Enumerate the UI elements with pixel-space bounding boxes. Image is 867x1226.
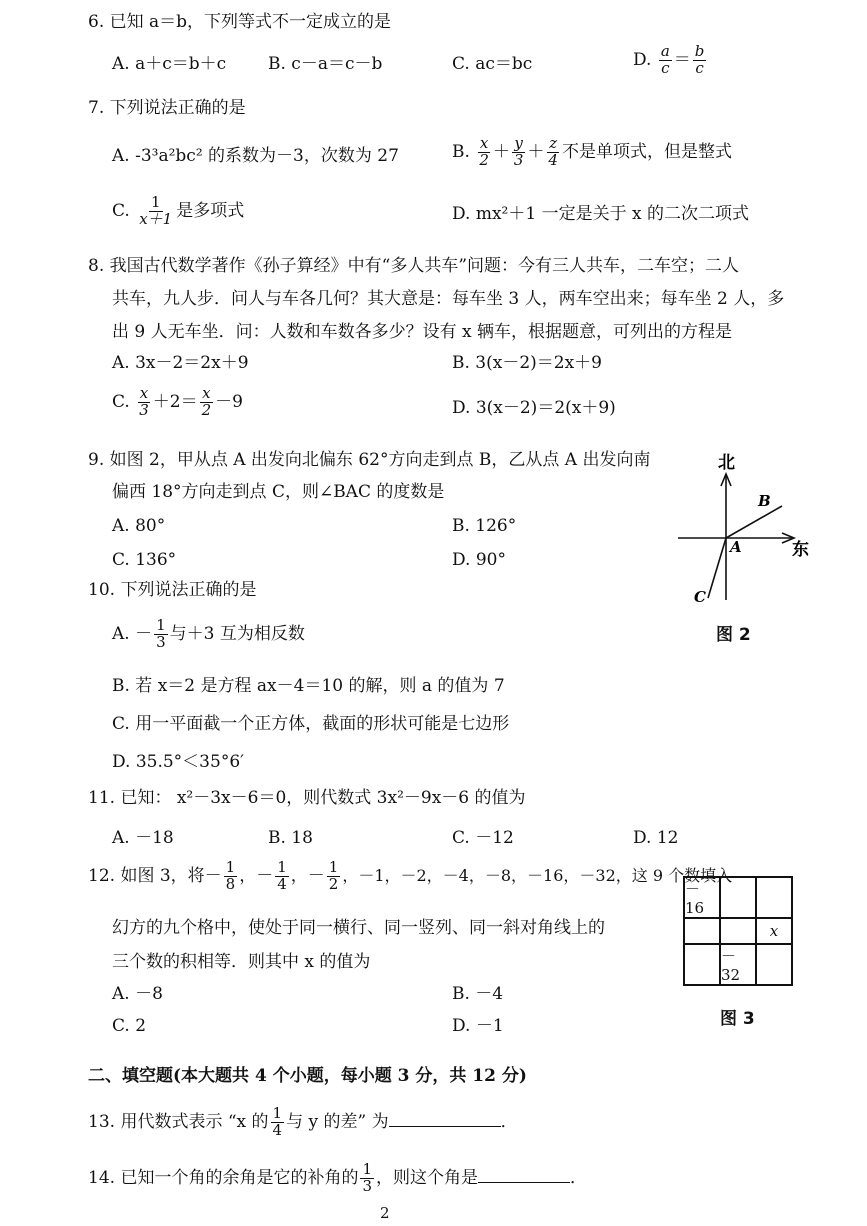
q7-b-f2-num: y xyxy=(514,134,523,152)
q12-sep1: ，－ xyxy=(239,865,274,886)
q6-d-rhs-den: c xyxy=(695,58,704,77)
q10-a-num: 1 xyxy=(156,616,166,634)
point-b-label: B xyxy=(758,492,771,510)
q7-b-f1-num: x xyxy=(479,134,489,152)
q14-end: ． xyxy=(570,1167,587,1188)
north-label: 北 xyxy=(718,453,735,473)
q6-d-rhs-num: b xyxy=(694,42,705,60)
q8-line2: 共车，九人步．问人与车各几何？其大意是：每车坐 3 人，两车空出来；每车坐 2 人，多 xyxy=(112,289,785,309)
q8-line3: 出 9 人无车坐．问：人数和车数各多少？设有 x 辆车，根据题意，可列出的方程是 xyxy=(112,322,733,342)
q8-c-f1-den: 3 xyxy=(139,400,149,419)
q7-b-plus1: ＋ xyxy=(492,141,510,162)
q12-option-b: B. －4 xyxy=(452,984,504,1004)
q9-line1: 9. 如图 2，甲从点 A 出发向北偏东 62°方向走到点 B，乙从点 A 出发向南 xyxy=(88,450,651,470)
q13-post: 与 y 的差” 为 xyxy=(286,1111,389,1132)
q7-c-tail: 是多项式 xyxy=(176,200,245,221)
q11-option-c: C. －12 xyxy=(452,828,514,848)
q8-c-f2-num: x xyxy=(202,384,211,402)
q7-option-b xyxy=(452,136,732,169)
magic-cell: －16 xyxy=(684,877,720,918)
q7-b-frac3 xyxy=(546,136,560,169)
magic-cell xyxy=(720,877,756,918)
q13-end: ． xyxy=(500,1111,518,1132)
q9-option-a: A. 80° xyxy=(112,516,166,536)
q10-a-tail: 与＋3 互为相反数 xyxy=(169,623,305,644)
figure-2-compass xyxy=(670,448,820,608)
q14-answer-blank[interactable] xyxy=(478,1182,570,1183)
q10-a-label: A. xyxy=(112,623,130,644)
q6-option-d xyxy=(633,44,708,77)
q14-pre: 14. 已知一个角的余角是它的补角的 xyxy=(88,1167,359,1188)
q6-d-label: D. xyxy=(633,49,652,70)
q7-c-label: C. xyxy=(112,200,130,221)
q12-option-d: D. －1 xyxy=(452,1016,504,1036)
q9-option-c: C. 136° xyxy=(112,550,177,570)
q12-f3-num: 1 xyxy=(328,858,339,876)
q10-a-den: 3 xyxy=(156,632,166,651)
q13-pre: 13. 用代数式表示 “x 的 xyxy=(88,1111,269,1132)
q7-b-frac2 xyxy=(512,136,526,169)
magic-cell xyxy=(756,944,792,985)
q12-line1-pre: 12. 如图 3，将－ xyxy=(88,865,222,886)
q8-c-tail: －9 xyxy=(215,391,243,412)
section-2-heading: 二、填空题(本大题共 4 个小题，每小题 3 分，共 12 分) xyxy=(88,1066,527,1086)
q6-stem: 6. 已知 a＝b，下列等式不一定成立的是 xyxy=(88,12,392,32)
q10-a-sign: － xyxy=(135,623,153,644)
point-c-label: C xyxy=(694,588,706,606)
q11-stem: 11. 已知： x²－3x－6＝0，则代数式 3x²－9x－6 的值为 xyxy=(88,788,526,808)
q10-option-a xyxy=(112,618,305,651)
q8-line1: 8. 我国古代数学著作《孙子算经》中有“多人共车”问题：今有三人共车，二车空；二人 xyxy=(88,256,740,276)
q12-option-c: C. 2 xyxy=(112,1016,147,1036)
q6-d-rhs xyxy=(693,44,707,77)
q12-f1-den: 8 xyxy=(225,874,236,893)
magic-cell xyxy=(720,918,756,944)
q13-answer-blank[interactable] xyxy=(389,1126,501,1127)
q8-c-frac1 xyxy=(137,386,151,419)
q7-b-f3-num: z xyxy=(549,134,558,152)
q7-b-tail: 不是单项式，但是整式 xyxy=(561,141,732,162)
q10-option-d: D. 35.5°＜35°6′ xyxy=(112,752,244,772)
q8-c-mid: ＋2＝ xyxy=(152,391,198,412)
figure-2-caption: 图 2 xyxy=(716,625,751,645)
q6-d-lhs-num: a xyxy=(660,42,670,60)
q12-line3: 三个数的积相等．则其中 x 的值为 xyxy=(112,952,371,972)
q8-option-a: A. 3x－2＝2x＋9 xyxy=(112,353,249,373)
q12-f2-num: 1 xyxy=(277,858,287,876)
q7-c-num: 1 xyxy=(150,193,161,211)
q12-frac3 xyxy=(327,860,341,893)
magic-cell xyxy=(756,877,792,918)
q6-option-b: B. c－a＝c－b xyxy=(268,54,383,74)
magic-cell: x xyxy=(756,918,792,944)
q12-line1 xyxy=(88,860,732,893)
q8-option-d: D. 3(x－2)＝2(x＋9) xyxy=(452,398,616,418)
q12-f1-num: 1 xyxy=(225,858,236,876)
q12-f2-den: 4 xyxy=(277,874,287,893)
q6-d-lhs-den: c xyxy=(661,58,670,77)
q12-option-a: A. －8 xyxy=(112,984,163,1004)
q7-b-f1-den: 2 xyxy=(479,150,489,169)
q9-option-d: D. 90° xyxy=(452,550,506,570)
q6-option-c: C. ac＝bc xyxy=(452,54,533,74)
q12-f3-den: 2 xyxy=(328,874,339,893)
figure-3-caption: 图 3 xyxy=(720,1009,755,1029)
q8-option-c xyxy=(112,386,243,419)
q6-d-lhs xyxy=(659,44,672,77)
q13-num: 1 xyxy=(272,1104,283,1122)
figure-3-magic-square xyxy=(683,876,793,986)
q13-den: 4 xyxy=(272,1120,283,1139)
q13-line xyxy=(88,1106,518,1139)
q10-option-c: C. 用一平面截一个正方体，截面的形状可能是七边形 xyxy=(112,714,510,734)
q9-option-b: B. 126° xyxy=(452,516,517,536)
q8-c-f1-num: x xyxy=(139,384,149,402)
q6-option-a: A. a＋c＝b＋c xyxy=(112,54,227,74)
q10-a-frac xyxy=(154,618,168,651)
q7-stem: 7. 下列说法正确的是 xyxy=(88,98,246,118)
magic-cell: －32 xyxy=(720,944,756,985)
q7-b-label: B. xyxy=(452,141,470,162)
q7-b-frac1 xyxy=(477,136,491,169)
q12-sep2: ，－ xyxy=(290,865,325,886)
east-label: 东 xyxy=(792,540,809,560)
q9-line2: 偏西 18°方向走到点 C，则∠BAC 的度数是 xyxy=(112,482,445,502)
q7-option-a: A. -3³a²bc² 的系数为－3，次数为 27 xyxy=(112,146,399,166)
q8-c-f2-den: 2 xyxy=(201,400,212,419)
q13-frac xyxy=(271,1106,285,1139)
q7-b-plus2: ＋ xyxy=(527,141,545,162)
q14-frac xyxy=(360,1162,374,1195)
q14-den: 3 xyxy=(362,1176,372,1195)
q11-option-a: A. －18 xyxy=(112,828,174,848)
q11-option-d: D. 12 xyxy=(633,828,679,848)
q8-c-frac2 xyxy=(200,386,214,419)
q12-frac1 xyxy=(224,860,238,893)
q7-c-den: x＋1 xyxy=(139,209,173,228)
q14-post: ，则这个角是 xyxy=(376,1167,478,1188)
q7-option-d: D. mx²＋1 一定是关于 x 的二次二项式 xyxy=(452,204,749,224)
ray-ab xyxy=(726,506,782,538)
q8-option-b: B. 3(x－2)＝2x＋9 xyxy=(452,353,603,373)
q10-stem: 10. 下列说法正确的是 xyxy=(88,580,257,600)
magic-cell xyxy=(684,918,720,944)
q11-option-b: B. 18 xyxy=(268,828,313,848)
q7-b-f3-den: 4 xyxy=(548,150,558,169)
page-number: 2 xyxy=(380,1204,390,1222)
q10-option-b: B. 若 x＝2 是方程 ax－4＝10 的解，则 a 的值为 7 xyxy=(112,676,505,696)
q7-option-c xyxy=(112,195,244,228)
q12-line1-tail: ，－1，－2，－4，－8，－16，－32，这 9 个数填入 xyxy=(342,865,733,885)
q6-d-eq: ＝ xyxy=(673,49,691,70)
ray-ac xyxy=(708,538,726,598)
q7-b-f2-den: 3 xyxy=(513,150,524,169)
point-a-label: A xyxy=(730,538,742,556)
q8-c-label: C. xyxy=(112,391,130,412)
q12-line2: 幻方的九个格中，使处于同一横行、同一竖列、同一斜对角线上的 xyxy=(112,918,605,938)
q12-frac2 xyxy=(275,860,289,893)
q7-c-frac xyxy=(137,195,174,228)
magic-cell xyxy=(684,944,720,985)
q14-num: 1 xyxy=(362,1160,372,1178)
q14-line xyxy=(88,1162,587,1195)
